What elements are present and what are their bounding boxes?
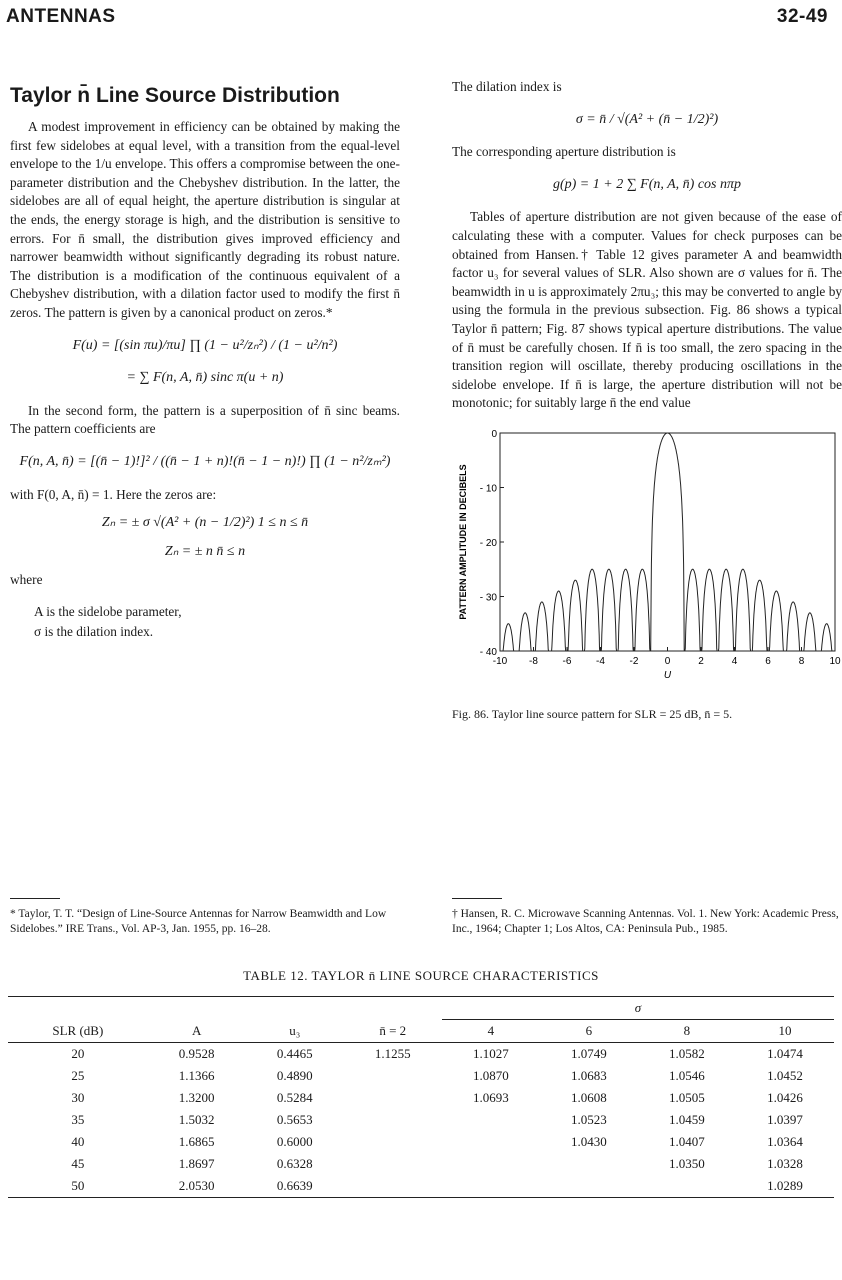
table-cell <box>540 1153 638 1175</box>
equation: = ∑ F(n, A, n̄) sinc π(u + n) <box>126 370 284 386</box>
table-cell: 1.6865 <box>178 1134 215 1149</box>
x-tick-label: -4 <box>596 655 605 667</box>
table-cell: 1.1255 <box>374 1046 411 1061</box>
footnote-left <box>10 898 398 937</box>
footnote-text: * Taylor, T. T. “Design of Line-Source Antennas for Narrow Beamwidth and Low Sidelobes.” IRE Trans., Vol. AP-3, Jan. 1955, pp. 16–28. <box>10 908 387 935</box>
definition-item: A is the sidelobe parameter, <box>34 603 182 619</box>
table-cell <box>344 1175 442 1198</box>
plot-frame <box>500 433 835 651</box>
table-cell: 50 <box>8 1175 148 1198</box>
x-tick-label: -2 <box>629 655 639 667</box>
x-tick-label: -6 <box>562 655 572 667</box>
column-header: n̄ = 2 <box>344 1020 442 1043</box>
figure-86 <box>452 421 842 723</box>
footnote-rule <box>10 898 60 899</box>
paragraph: In the second form, the pattern is a superposition of n̄ sinc beams. The pattern coefficients are <box>10 402 400 437</box>
table-row <box>8 1131 834 1153</box>
sigma-header: σ <box>442 997 834 1020</box>
table-cell: 1.0364 <box>767 1134 803 1149</box>
x-tick-label: 4 <box>731 655 738 667</box>
right-column <box>452 78 842 723</box>
figure-caption: Fig. 86. Taylor line source pattern for SLR = 25 dB, n̄ = 5. <box>452 706 733 721</box>
table-cell: 1.0749 <box>570 1046 607 1061</box>
running-header-left: ANTENNAS <box>6 6 116 27</box>
table-cell <box>344 1131 442 1153</box>
section-title: Taylor n̄ Line Source Distribution <box>10 84 340 107</box>
footnote-rule <box>452 898 502 899</box>
equation: σ = n̄ / √(A² + (n̄ − 1/2)²) <box>575 111 719 127</box>
column-header: 8 <box>638 1020 736 1043</box>
column-header: A <box>148 1020 246 1043</box>
characteristics-table <box>8 996 834 1198</box>
table-cell <box>638 1175 736 1198</box>
paragraph: The corresponding aperture distribution is <box>452 144 676 160</box>
equation: g(p) = 1 + 2 ∑ F(n, A, n̄) cos nπp <box>552 176 742 192</box>
column-header: 6 <box>540 1020 638 1043</box>
table-cell <box>344 1109 442 1131</box>
equation: Zₙ = ± n n̄ ≤ n <box>164 543 246 559</box>
table-row <box>8 1153 834 1175</box>
table-row <box>8 1087 834 1109</box>
table-cell: 1.0474 <box>767 1046 803 1061</box>
table-row <box>8 1175 834 1198</box>
pattern-chart <box>452 421 842 691</box>
column-header: 10 <box>736 1020 834 1043</box>
table-cell: 1.3200 <box>178 1090 215 1105</box>
table-title: TABLE 12. TAYLOR n̄ LINE SOURCE CHARACTERISTICS <box>243 968 599 983</box>
table-cell <box>344 1153 442 1175</box>
table-cell: 1.1366 <box>178 1068 215 1083</box>
table-cell <box>442 1131 540 1153</box>
table-cell: 40 <box>71 1134 85 1149</box>
table-cell: 1.0505 <box>669 1090 705 1105</box>
table-cell: 0.5284 <box>276 1090 313 1105</box>
equation: F(u) = [(sin πu)/πu] ∏ (1 − u²/zₙ²) / (1 − u²/n²) <box>72 337 338 353</box>
table-cell: 1.0397 <box>767 1112 803 1127</box>
table-cell: 1.0459 <box>669 1112 705 1127</box>
table-cell <box>344 1087 442 1109</box>
x-tick-label: 6 <box>765 655 771 667</box>
table-row <box>8 1043 834 1066</box>
y-tick-label: - 30 <box>479 592 497 604</box>
x-tick-label: 2 <box>698 655 704 667</box>
column-header: 4 <box>442 1020 540 1043</box>
definition-item: σ is the dilation index. <box>34 623 154 639</box>
table-cell: 1.0582 <box>669 1046 705 1061</box>
equation: Zₙ = ± σ √(A² + (n − 1/2)²) 1 ≤ n ≤ n̄ <box>101 515 309 531</box>
table-row <box>8 1109 834 1131</box>
table-cell: 0.6328 <box>276 1156 313 1171</box>
table-cell: 0.4465 <box>276 1046 313 1061</box>
column-header: SLR (dB) <box>8 1020 148 1043</box>
table-cell: 0.6000 <box>276 1134 313 1149</box>
table-cell: 1.0546 <box>669 1068 705 1083</box>
x-tick-label: -10 <box>492 655 508 667</box>
table-cell: 1.0452 <box>767 1068 803 1083</box>
paragraph: A modest improvement in efficiency can be obtained by making the first few sidelobes at equal level, with a transition from the equal-level envelope to the 1/u envelope. This offers a compromise between the one-parameter distribution and the Chebyshev distribution. In the latter, the sidelobes are all of equal height, the aperture distribution is singular at the ends, the energy storage is high, and the distribution is sensitive to errors. For n̄ small, the distribution gives improved efficiency and narrower beamwidth without significantly degrading its robust nature. The distribution is a modification of the continuous equivalent of a Chebyshev distribution, with a dilation factor used to modify the first n̄ zeros. The pattern is given by a canonical product on zeros.* <box>10 119 400 320</box>
table-cell: 1.0430 <box>570 1134 607 1149</box>
left-column <box>10 78 400 642</box>
column-header: u₃ <box>246 1020 344 1043</box>
page-number: 32-49 <box>776 6 828 27</box>
table-cell: 0.9528 <box>178 1046 215 1061</box>
y-tick-label: 0 <box>491 428 497 440</box>
table-cell: 0.4890 <box>276 1068 313 1083</box>
table-cell <box>442 1153 540 1175</box>
x-tick-label: -8 <box>529 655 538 667</box>
paragraph: Tables of aperture distribution are not given because of the ease of calculating these with a computer. Values for check purposes can be obtained from Hansen.† Table 12 gives parameter A and beamwidth factor u₃ for several values of SLR. Also shown are σ values for n̄. The beamwidth in u is approximately 2πu₃; this may be converted to angle by using the formula in the previous subsection. Fig. 86 shows a typical Taylor n̄ pattern; Fig. 87 shows typical aperture distributions. The value of n̄ must be carefully chosen. If n̄ is too small, the zero spacing in the transition region will oscillate, thereby producing oscillations in the sidelobe envelope. If n̄ is large, the aperture distribution will not be monotonic; for suitably large n̄ the end value <box>452 209 842 411</box>
table-cell: 35 <box>71 1112 85 1127</box>
x-tick-label: 8 <box>798 655 805 667</box>
table-cell: 1.0683 <box>570 1068 607 1083</box>
table-cell: 1.0407 <box>669 1134 705 1149</box>
table-cell: 1.0608 <box>570 1090 607 1105</box>
paragraph: where <box>10 572 43 588</box>
table-cell: 1.0328 <box>767 1156 803 1171</box>
definition-list <box>34 602 400 642</box>
x-tick-label: 10 <box>829 655 841 667</box>
table-row <box>8 1065 834 1087</box>
table-cell: 1.0289 <box>736 1175 834 1198</box>
x-axis-label: U <box>663 669 672 681</box>
y-tick-label: - 10 <box>479 483 497 495</box>
table-cell <box>442 1109 540 1131</box>
pattern-series-line <box>500 433 835 651</box>
footnote-text: † Hansen, R. C. Microwave Scanning Antennas. Vol. 1. New York: Academic Press, Inc., 1964; Chapter 1; Los Altos, CA: Peninsula Pub., 1985. <box>452 908 839 935</box>
table-cell: 1.0523 <box>570 1112 607 1127</box>
table-cell: 30 <box>71 1090 85 1105</box>
equation: F(n, A, n̄) = [(n̄ − 1)!]² / ((n̄ − 1 + n)!(n̄ − 1 − n)!) ∏ (1 − n²/zₘ²) <box>19 453 391 469</box>
footnote-right <box>452 898 840 937</box>
table-cell: 25 <box>71 1068 85 1083</box>
table-cell <box>344 1065 442 1087</box>
table-cell: 20 <box>71 1046 85 1061</box>
paragraph: with F(0, A, n̄) = 1. Here the zeros are: <box>10 486 217 502</box>
table-cell: 1.0350 <box>669 1156 705 1171</box>
paragraph: The dilation index is <box>452 79 562 94</box>
table-cell: 2.0530 <box>148 1175 246 1198</box>
table-cell <box>540 1175 638 1198</box>
table-cell: 1.8697 <box>178 1156 215 1171</box>
table-cell: 0.6639 <box>246 1175 344 1198</box>
table-cell: 1.0693 <box>472 1090 509 1105</box>
x-tick-label: 0 <box>664 655 671 667</box>
table-cell: 45 <box>71 1156 85 1171</box>
table-cell <box>442 1175 540 1198</box>
table-cell: 0.5653 <box>276 1112 313 1127</box>
table-cell: 1.0870 <box>472 1068 509 1083</box>
y-tick-label: - 40 <box>479 646 497 658</box>
y-axis-label: PATTERN AMPLITUDE IN DECIBELS <box>458 464 468 620</box>
table-cell: 1.5032 <box>178 1112 215 1127</box>
table-cell: 1.1027 <box>472 1046 509 1061</box>
table-cell: 1.0426 <box>767 1090 803 1105</box>
y-tick-label: - 20 <box>479 537 497 549</box>
